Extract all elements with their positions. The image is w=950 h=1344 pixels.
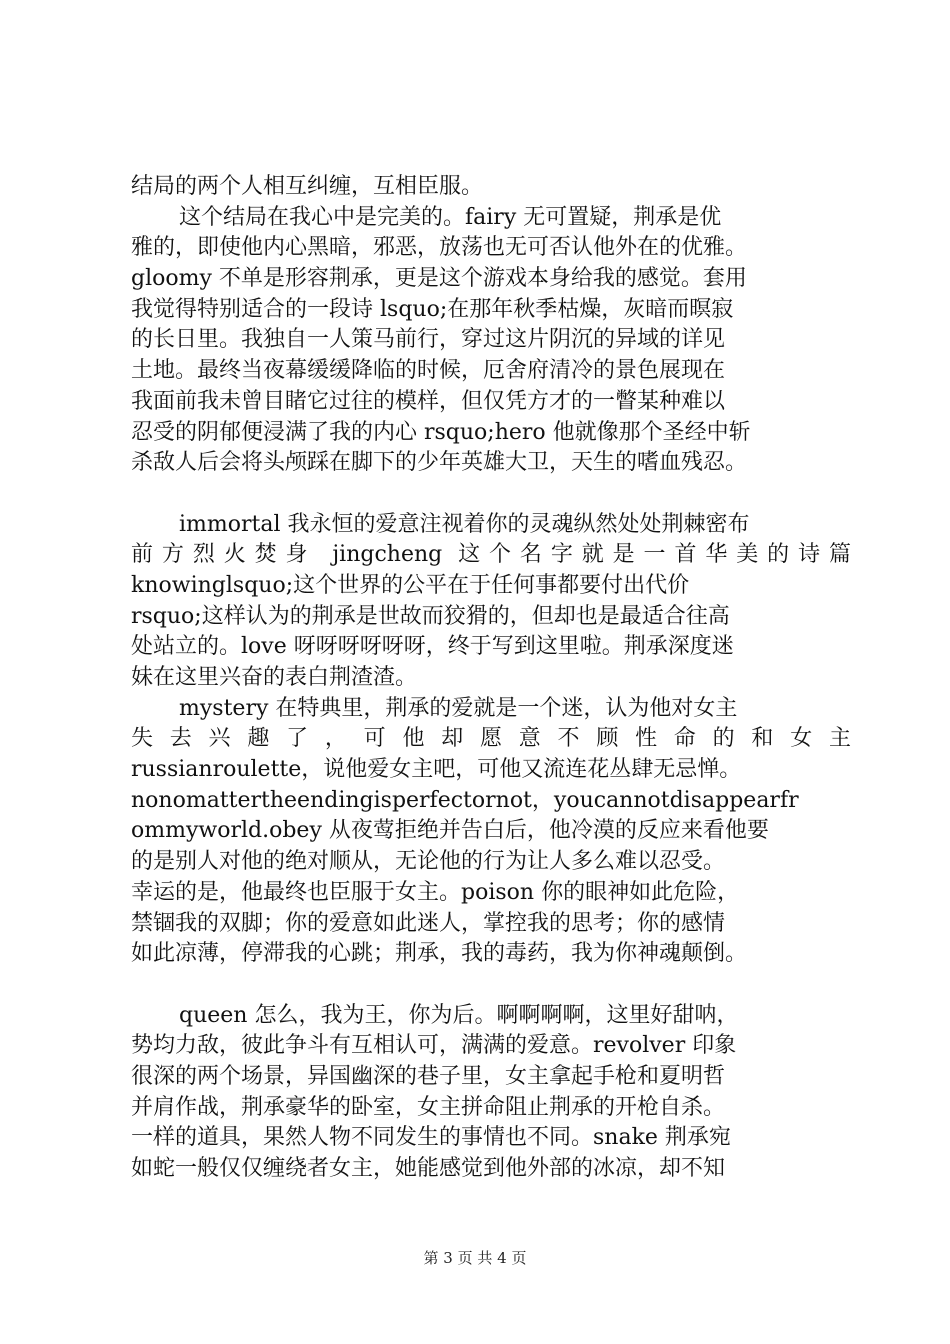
text-line: 妹在这里兴奋的表白荆渣渣。 [131,665,418,690]
text-line: 如蛇一般仅仅缠绕者女主，她能感觉到他外部的冰凉，却不知 [131,1156,726,1181]
paragraph-5 [131,1001,851,1185]
text-line: 土地。最终当夜幕缓缓降临的时候，厄舍府清冷的景色展现在 [131,358,726,384]
text-line: 这个结局在我心中是完美的。fairy 无可置疑，荆承是优 [179,204,722,230]
text-line: 雅的，即使他内心黑暗，邪恶，放荡也无可否认他外在的优雅。 [131,235,748,261]
paragraph-3 [131,510,851,694]
text-line: 势均力敌，彼此争斗有互相认可，满满的爱意。revolver 印象 [131,1033,737,1059]
text-line: 一样的道具，果然人物不同发生的事情也不同。snake 荆承宛 [131,1125,731,1151]
text-line: rsquo;这样认为的荆承是世故而狡猾的，但却也是最适合往高 [131,603,730,629]
text-line: 前方烈火焚身 jingcheng 这个名字就是一首华美的诗篇 [131,542,851,568]
text-line: 很深的两个场景，异国幽深的巷子里，女主拿起手枪和夏明哲 [131,1063,726,1089]
text-line: knowinglsquo;这个世界的公平在于任何事都要付出代价 [131,572,690,598]
paragraph-gap [131,970,851,1001]
paragraph-gap [131,479,851,510]
text-line: 杀敌人后会将头颅踩在脚下的少年英雄大卫，天生的嗜血残忍。 [131,450,748,476]
paragraph-2 [131,203,851,479]
text-line: 我面前我未曾目睹它过往的模样，但仅凭方才的一瞥某种难以 [131,388,726,414]
text-line: 的是别人对他的绝对顺从，无论他的行为让人多么难以忍受。 [131,849,726,875]
document-body [131,172,851,1185]
text-line: 的长日里。我独自一人策马前行，穿过这片阴沉的异域的详见 [131,327,726,353]
text-line: 幸运的是，他最终也臣服于女主。poison 你的眼神如此危险， [131,879,740,905]
text-line: 如此凉薄，停滞我的心跳；荆承，我的毒药，我为你神魂颠倒。 [131,941,748,967]
text-line: 失去兴趣了，可他却愿意不顾性命的和女主 [131,726,851,752]
text-line: immortal 我永恒的爱意注视着你的灵魂纵然处处荆棘密布 [179,511,750,537]
text-line: russianroulette，说他爱女主吧，可他又流连花丛肆无忌惮。 [131,757,742,783]
text-line: 禁锢我的双脚；你的爱意如此迷人，掌控我的思考；你的感情 [131,910,726,936]
text-line: 处站立的。love 呀呀呀呀呀呀，终于写到这里啦。荆承深度迷 [131,634,734,660]
text-line: 结局的两个人相互纠缠，互相臣服。 [131,174,484,199]
text-line: queen 怎么，我为王，你为后。啊啊啊啊，这里好甜呐， [179,1002,739,1028]
text-line: mystery 在特典里，荆承的爱就是一个迷，认为他对女主 [179,695,738,721]
text-line: gloomy 不单是形容荆承，更是这个游戏本身给我的感觉。套用 [131,266,747,292]
page-footer [0,1247,950,1268]
text-line: 并肩作战，荆承豪华的卧室，女主拼命阻止荆承的开枪自杀。 [131,1094,726,1120]
text-line: 我觉得特别适合的一段诗 lsquo;在那年秋季枯燥，灰暗而暝寂 [131,296,734,322]
text-line: 忍受的阴郁便浸满了我的内心 rsquo;hero 他就像那个圣经中斩 [131,419,751,445]
text-line: ommyworld.obey 从夜莺拒绝并告白后，他冷漠的反应来看他要 [131,818,769,844]
paragraph-1 [131,172,851,203]
paragraph-4 [131,694,851,970]
page-number-label: 第 3 页 共 4 页 [423,1249,527,1267]
text-line: nonomattertheendingisperfectornot，youcannotdisappearfr [131,787,799,813]
